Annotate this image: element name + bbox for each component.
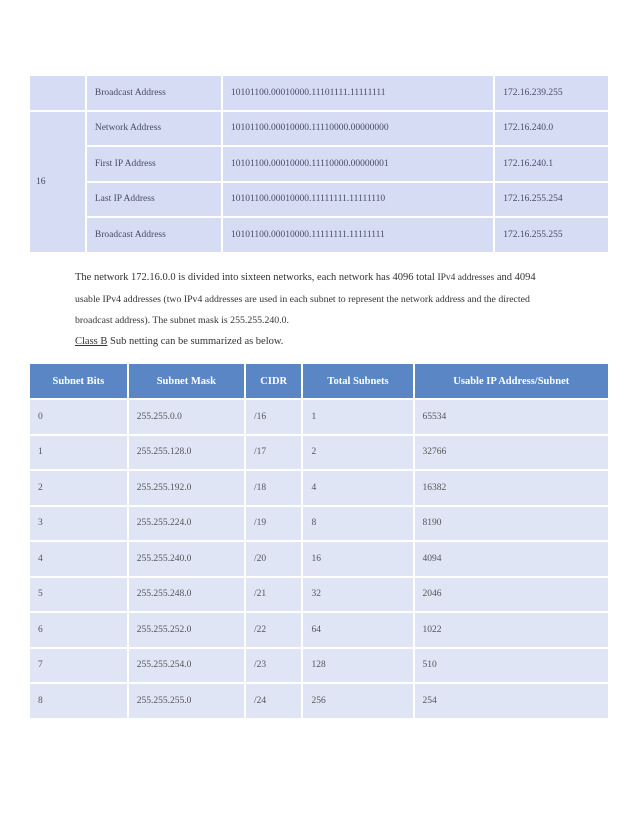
table-cell: /24 — [246, 684, 302, 718]
table-cell: /23 — [246, 649, 302, 683]
table-row — [30, 649, 608, 683]
binary-address-cell: 10101100.00010000.11110000.00000001 — [223, 147, 493, 181]
table-cell: 0 — [30, 400, 127, 434]
explanation-paragraph — [75, 267, 585, 331]
table-cell: 255.255.128.0 — [129, 436, 244, 470]
table-cell: 65534 — [415, 400, 608, 434]
table-cell: 4094 — [415, 542, 608, 576]
table-cell: /21 — [246, 578, 302, 612]
column-header: Subnet Mask — [129, 364, 244, 398]
binary-address-cell: 10101100.00010000.11110000.00000000 — [223, 112, 493, 146]
table-cell: 3 — [30, 507, 127, 541]
decimal-address-cell: 172.16.239.255 — [495, 76, 608, 110]
table-cell: 8 — [303, 507, 412, 541]
address-table — [28, 74, 610, 254]
paragraph-text: The network 172.16.0.0 is divided into sixteen networks, each network has 4096 total — [75, 272, 435, 283]
table-cell: 2 — [30, 471, 127, 505]
decimal-address-cell: 172.16.255.254 — [495, 183, 608, 217]
table-cell: 255.255.255.0 — [129, 684, 244, 718]
table-cell: 255.255.224.0 — [129, 507, 244, 541]
table-cell: 5 — [30, 578, 127, 612]
column-header: CIDR — [246, 364, 302, 398]
table-row — [30, 578, 608, 612]
decimal-address-cell: 172.16.240.1 — [495, 147, 608, 181]
class-b-subnet-table — [28, 362, 610, 720]
table-row — [30, 436, 608, 470]
table-row — [30, 471, 608, 505]
subnet-index-cell — [30, 76, 85, 110]
summary-heading — [75, 336, 283, 347]
subnet-index-cell: 16 — [30, 112, 85, 252]
binary-address-cell: 10101100.00010000.11111111.11111111 — [223, 218, 493, 252]
paragraph-text: and 4094 — [496, 272, 536, 283]
table-cell: 255.255.0.0 — [129, 400, 244, 434]
address-label-cell: Broadcast Address — [87, 218, 221, 252]
table-cell: 6 — [30, 613, 127, 647]
table-cell: 64 — [303, 613, 412, 647]
table-row — [30, 542, 608, 576]
table-cell: 2046 — [415, 578, 608, 612]
table-header-row — [30, 364, 608, 398]
table-row — [30, 400, 608, 434]
table-cell: 128 — [303, 649, 412, 683]
address-label-cell: Network Address — [87, 112, 221, 146]
table-row — [30, 147, 608, 181]
table-cell: /22 — [246, 613, 302, 647]
table-cell: 16 — [303, 542, 412, 576]
table-row — [30, 112, 608, 146]
table-cell: 255.255.254.0 — [129, 649, 244, 683]
paragraph-line — [75, 267, 585, 289]
table-row — [30, 507, 608, 541]
column-header: Subnet Bits — [30, 364, 127, 398]
summary-text: Sub netting can be summarized as below. — [107, 336, 284, 347]
table-cell: 255.255.192.0 — [129, 471, 244, 505]
table-row — [30, 183, 608, 217]
table-cell: /20 — [246, 542, 302, 576]
table-cell: 4 — [30, 542, 127, 576]
binary-address-cell: 10101100.00010000.11111111.11111110 — [223, 183, 493, 217]
table-cell: 8 — [30, 684, 127, 718]
table-cell: 2 — [303, 436, 412, 470]
table-cell: 1 — [30, 436, 127, 470]
table-row — [30, 76, 608, 110]
column-header: Total Subnets — [303, 364, 412, 398]
table-cell: 510 — [415, 649, 608, 683]
table-cell: 4 — [303, 471, 412, 505]
column-header: Usable IP Address/Subnet — [415, 364, 608, 398]
paragraph-line: usable IPv4 addresses (two IPv4 addresses are used in each subnet to represent the network address and the directed — [75, 294, 530, 305]
table-cell: 255.255.240.0 — [129, 542, 244, 576]
table-cell: 32766 — [415, 436, 608, 470]
table-cell: 32 — [303, 578, 412, 612]
address-label-cell: Last IP Address — [87, 183, 221, 217]
address-label-cell: First IP Address — [87, 147, 221, 181]
table-row — [30, 684, 608, 718]
table-cell: 255.255.248.0 — [129, 578, 244, 612]
table-cell: 256 — [303, 684, 412, 718]
table-cell: 1 — [303, 400, 412, 434]
paragraph-text: IPv4 addresses — [437, 273, 495, 283]
table-row — [30, 613, 608, 647]
table-row — [30, 218, 608, 252]
table-cell: 8190 — [415, 507, 608, 541]
table-cell: 1022 — [415, 613, 608, 647]
table-cell: 7 — [30, 649, 127, 683]
table-cell: 254 — [415, 684, 608, 718]
table-cell: /19 — [246, 507, 302, 541]
address-label-cell: Broadcast Address — [87, 76, 221, 110]
table-cell: /18 — [246, 471, 302, 505]
table-cell: /17 — [246, 436, 302, 470]
decimal-address-cell: 172.16.240.0 — [495, 112, 608, 146]
table-cell: 255.255.252.0 — [129, 613, 244, 647]
binary-address-cell: 10101100.00010000.11101111.11111111 — [223, 76, 493, 110]
class-b-label: Class B — [75, 336, 108, 347]
table-cell: 16382 — [415, 471, 608, 505]
paragraph-line: broadcast address). The subnet mask is 255.255.240.0. — [75, 315, 289, 326]
table-cell: /16 — [246, 400, 302, 434]
decimal-address-cell: 172.16.255.255 — [495, 218, 608, 252]
